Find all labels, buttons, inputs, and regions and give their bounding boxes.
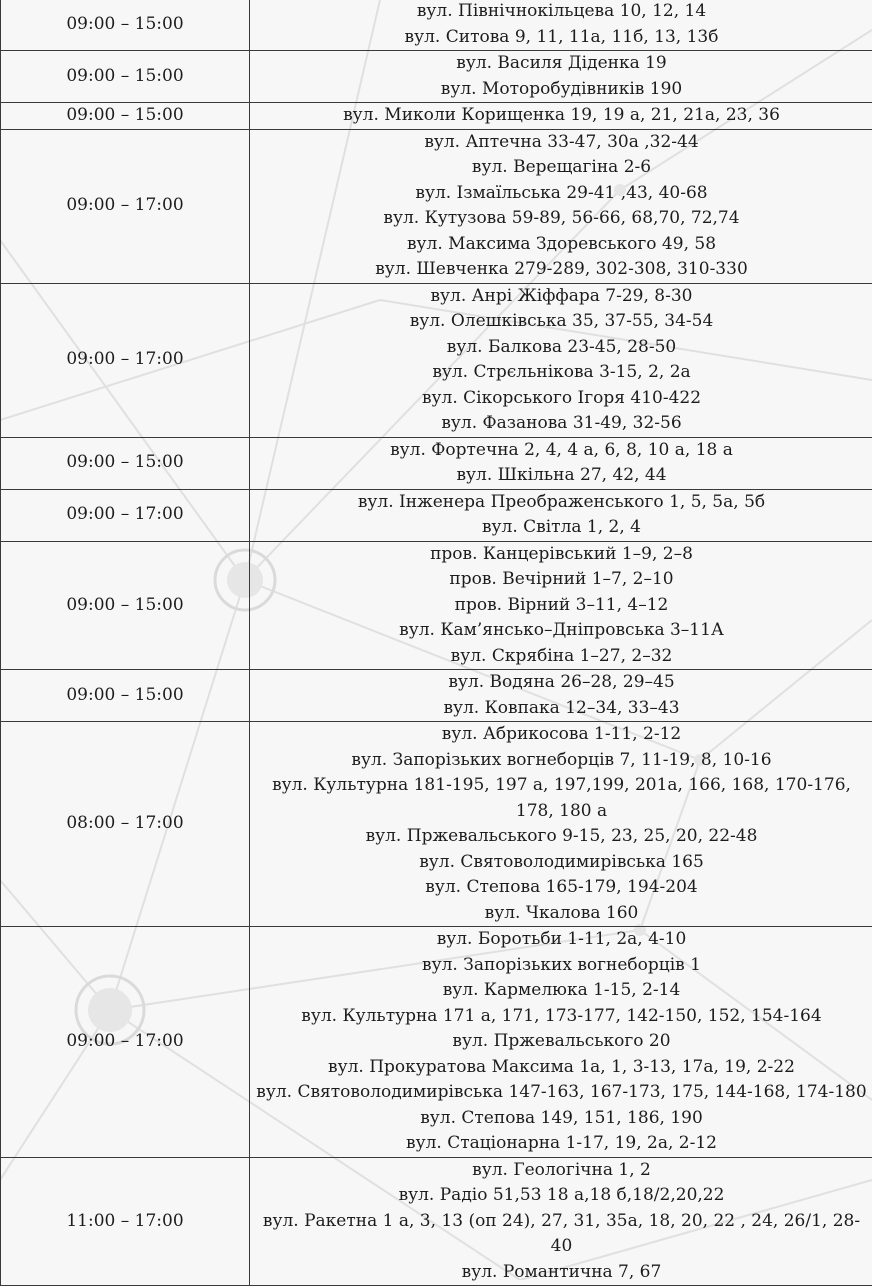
address-line: вул. Кармелюка 1-15, 2-14: [254, 978, 869, 1004]
schedule-row: [1, 103, 872, 130]
address-line: вул. Запорізьких вогнеборців 1: [254, 953, 869, 979]
schedule-rows: [1, 0, 872, 1286]
addresses-cell: [250, 722, 872, 927]
address-line: вул. Водяна 26–28, 29–45: [254, 670, 869, 696]
address-line: вул. Фортечна 2, 4, 4 а, 6, 8, 10 а, 18 а: [254, 438, 869, 464]
address-line: вул. Святоволодимирівська 165: [254, 850, 869, 876]
addresses-cell: [250, 541, 872, 670]
address-line: вул. Ситова 9, 11, 11а, 11б, 13, 13б: [254, 25, 869, 51]
time-range-cell: 09:00 – 15:00: [1, 0, 250, 51]
schedule-row: [1, 722, 872, 927]
addresses-cell: [250, 51, 872, 103]
address-line: вул. Олешківська 35, 37-55, 34-54: [254, 309, 869, 335]
address-line: вул. Романтична 7, 67: [254, 1260, 869, 1286]
time-range-cell: 09:00 – 17:00: [1, 489, 250, 541]
schedule-row: [1, 541, 872, 670]
schedule-row: [1, 437, 872, 489]
address-line: пров. Вечірний 1–7, 2–10: [254, 567, 869, 593]
address-line: вул. Абрикосова 1-11, 2-12: [254, 722, 869, 748]
schedule-row: [1, 129, 872, 283]
addresses-cell: [250, 1157, 872, 1286]
addresses-cell: [250, 489, 872, 541]
address-line: вул. Степова 165-179, 194-204: [254, 875, 869, 901]
address-line: вул. Боротьби 1-11, 2а, 4-10: [254, 927, 869, 953]
time-range-cell: 09:00 – 17:00: [1, 283, 250, 437]
addresses-cell: [250, 670, 872, 722]
schedule-row: [1, 670, 872, 722]
address-line: вул. Моторобудівників 190: [254, 77, 869, 103]
address-line: вул. Пржевальського 9-15, 23, 25, 20, 22-48: [254, 824, 869, 850]
address-line: вул. Ракетна 1 а, 3, 13 (оп 24), 27, 31, 35а, 18, 20, 22 , 24, 26/1, 28-40: [254, 1209, 869, 1260]
schedule-row: [1, 0, 872, 51]
address-line: вул. Аптечна 33-47, 30а ,32-44: [254, 130, 869, 156]
time-range-cell: 08:00 – 17:00: [1, 722, 250, 927]
address-line: вул. Василя Діденка 19: [254, 51, 869, 77]
address-line: вул. Запорізьких вогнеборців 7, 11-19, 8, 10-16: [254, 748, 869, 774]
address-line: вул. Кам’янсько–Дніпровська 3–11А: [254, 618, 869, 644]
address-line: вул. Скрябіна 1–27, 2–32: [254, 644, 869, 670]
address-line: вул. Чкалова 160: [254, 901, 869, 927]
address-line: вул. Максима Здоревського 49, 58: [254, 232, 869, 258]
addresses-cell: [250, 437, 872, 489]
address-line: вул. Балкова 23-45, 28-50: [254, 335, 869, 361]
time-range-cell: 09:00 – 15:00: [1, 541, 250, 670]
address-line: вул. Верещагіна 2-6: [254, 155, 869, 181]
schedule-row: [1, 283, 872, 437]
time-range-cell: 09:00 – 17:00: [1, 927, 250, 1158]
address-line: вул. Шкільна 27, 42, 44: [254, 463, 869, 489]
addresses-cell: [250, 129, 872, 283]
address-line: вул. Прокуратова Максима 1а, 1, 3-13, 17а, 19, 2-22: [254, 1055, 869, 1081]
address-line: пров. Вірний 3–11, 4–12: [254, 593, 869, 619]
time-range-cell: 09:00 – 15:00: [1, 103, 250, 130]
address-line: вул. Кутузова 59-89, 56-66, 68,70, 72,74: [254, 206, 869, 232]
time-range-cell: 09:00 – 17:00: [1, 129, 250, 283]
address-line: вул. Стаціонарна 1-17, 19, 2а, 2-12: [254, 1131, 869, 1157]
address-line: вул. Святоволодимирівська 147-163, 167-173, 175, 144-168, 174-180: [254, 1080, 869, 1106]
address-line: вул. Стрєльнікова 3-15, 2, 2а: [254, 360, 869, 386]
address-line: пров. Канцерівський 1–9, 2–8: [254, 542, 869, 568]
address-line: вул. Шевченка 279-289, 302-308, 310-330: [254, 257, 869, 283]
address-line: вул. Степова 149, 151, 186, 190: [254, 1106, 869, 1132]
schedule-row: [1, 51, 872, 103]
time-range-cell: 11:00 – 17:00: [1, 1157, 250, 1286]
address-line: вул. Культурна 181-195, 197 а, 197,199, 201а, 166, 168, 170-176, 178, 180 а: [254, 773, 869, 824]
addresses-cell: [250, 103, 872, 130]
addresses-cell: [250, 927, 872, 1158]
addresses-cell: [250, 283, 872, 437]
address-line: вул. Інженера Преображенського 1, 5, 5а, 5б: [254, 490, 869, 516]
time-range-cell: 09:00 – 15:00: [1, 670, 250, 722]
address-line: вул. Радіо 51,53 18 а,18 б,18/2,20,22: [254, 1183, 869, 1209]
address-line: вул. Геологічна 1, 2: [254, 1158, 869, 1184]
address-line: вул. Ізмаїльська 29-41 ,43, 40-68: [254, 181, 869, 207]
address-line: вул. Північнокільцева 10, 12, 14: [254, 0, 869, 25]
schedule-row: [1, 489, 872, 541]
schedule-row: [1, 1157, 872, 1286]
address-line: вул. Миколи Корищенка 19, 19 а, 21, 21а, 23, 36: [254, 103, 869, 129]
time-range-cell: 09:00 – 15:00: [1, 51, 250, 103]
address-line: вул. Фазанова 31-49, 32-56: [254, 411, 869, 437]
address-line: вул. Пржевальського 20: [254, 1029, 869, 1055]
address-line: вул. Анрі Жіффара 7-29, 8-30: [254, 284, 869, 310]
schedule-row: [1, 927, 872, 1158]
address-line: вул. Культурна 171 а, 171, 173-177, 142-150, 152, 154-164: [254, 1004, 869, 1030]
addresses-cell: [250, 0, 872, 51]
address-line: вул. Світла 1, 2, 4: [254, 515, 869, 541]
address-line: вул. Ковпака 12–34, 33–43: [254, 696, 869, 722]
time-range-cell: 09:00 – 15:00: [1, 437, 250, 489]
address-line: вул. Сікорського Ігоря 410-422: [254, 386, 869, 412]
